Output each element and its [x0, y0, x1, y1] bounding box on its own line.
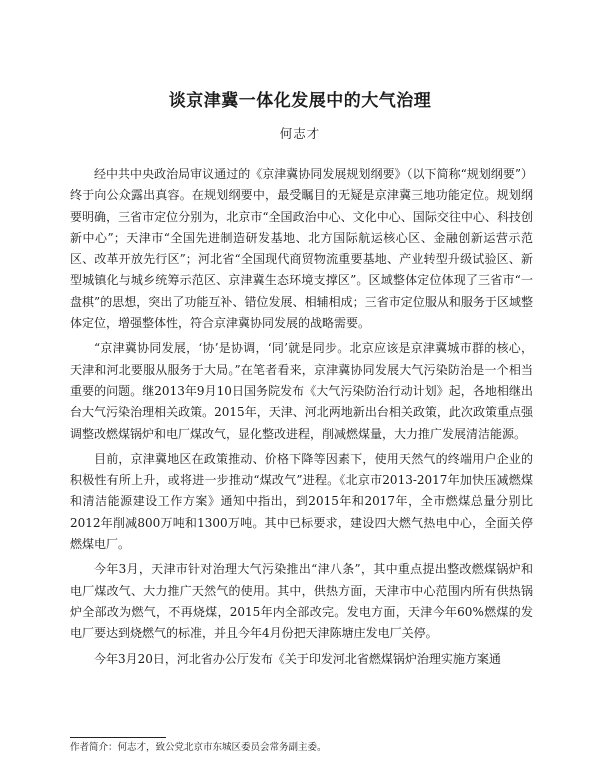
paragraph-2: “京津冀协同发展，‘协’是协调，‘同’就是同步。北京应该是京津冀城市群的核心，天津和河北要服从服务于大局。”在笔者看来，京津冀协同发展大气污染防治是一个相当重要的问题。继2013年9月10日国务院发布《大气污染防治行动计划》起，各地相继出台大气污染治理相关政策。2015年，天津、河北两地新出台相关政策，此次政策重点强调整改燃煤锅炉和电厂煤改气，显化整改进程，削减燃煤量，大力推广发展清洁能源。 — [70, 341, 533, 441]
paragraph-5: 今年3月20日，河北省办公厅发布《关于印发河北省燃煤锅炉治理实施方案通 — [94, 651, 501, 666]
paragraph-1: 经中共中央政治局审议通过的《京津冀协同发展规划纲要》（以下简称“规划纲要”）终于向公众露出真容。在规划纲要中，最受瞩目的无疑是京津冀三地功能定位。规划纲要明确，三省市定位分别为，北京市“全国政治中心、文化中心、国际交往中心、科技创新中心”；天津市“全国先进制造研发基地、北方国际航运核心区、金融创新运营示范区、改革开放先行区”；河北省“全国现代商贸物流重要基地、产业转型升级试验区、新型城镇化与城乡统筹示范区、京津冀生态环境支撑区”。区域整体定位体现了三省市“一盘棋”的思想，突出了功能互补、错位发展、相辅相成；三省市定位服从和服务于区域整体定位，增强整体性，符合京津冀协同发展的战略需要。 — [70, 167, 533, 331]
author-footnote: 作者简介：何志才，致公党北京市东城区委员会常务副主委。 — [70, 742, 327, 753]
footnote-divider — [70, 737, 166, 738]
article-body — [70, 164, 533, 670]
author-name: 何志才 — [279, 126, 321, 141]
paragraph-3: 目前，京津冀地区在政策推动、价格下降等因素下，使用天然气的终端用户企业的积极性有所上升，或将进一步推动“煤改气”进程。《北京市2013-2017年加快压减燃煤和清洁能源建设工作方案》通知中指出，到2015年和2017年，全市燃煤总量分别比2012年削减800万吨和1300万吨。其中已标要求，建设四大燃气热电中心，全面关停燃煤电厂。 — [70, 451, 533, 552]
page-title: 谈京津冀一体化发展中的大气治理 — [168, 91, 432, 111]
paragraph-4: 今年3月，天津市针对治理大气污染推出“津八条”，其中重点提出整改燃煤锅炉和电厂煤改气、大力推广天然气的使用。其中，供热方面，天津市中心范围内所有供热锅炉全部改为燃气，不再烧煤，2015年内全部改完。发电方面，天津今年60%燃煤的发电厂要达到烧燃气的标准，并且今年4月份把天津陈塘庄发电厂关停。 — [70, 562, 533, 641]
